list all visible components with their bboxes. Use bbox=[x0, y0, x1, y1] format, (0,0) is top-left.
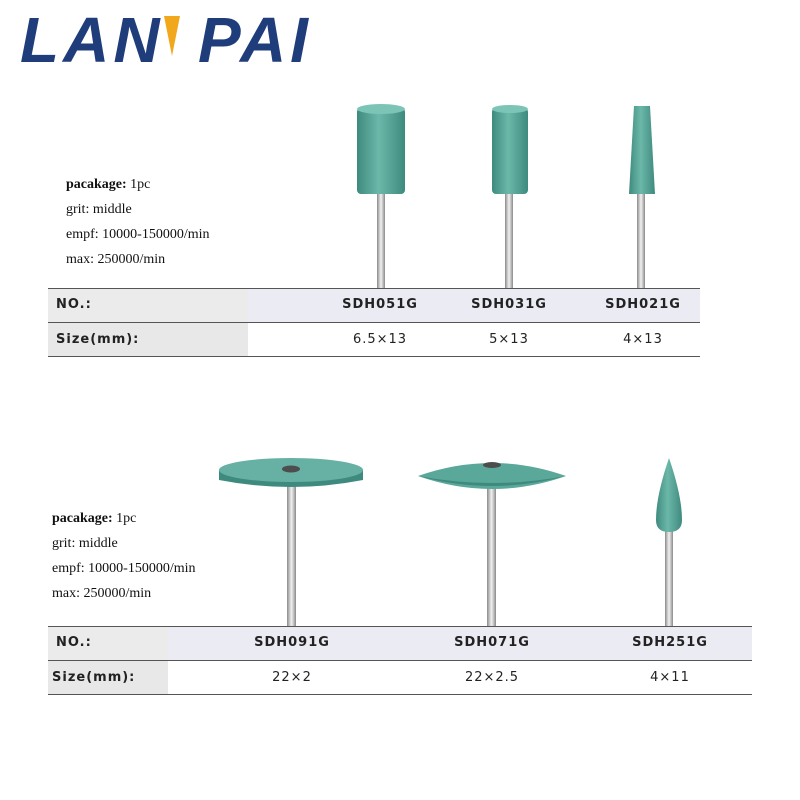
product-size: 5×13 bbox=[489, 332, 529, 347]
package-value: 1pc bbox=[116, 511, 137, 526]
section2-specs bbox=[52, 506, 196, 606]
tool-sdh251g-image bbox=[652, 456, 688, 628]
size-label: Size(mm): bbox=[56, 332, 140, 347]
svg-text:PAI: PAI bbox=[198, 8, 312, 68]
product-size: 4×13 bbox=[623, 332, 663, 347]
no-label: NO.: bbox=[56, 297, 92, 312]
empf-text: empf: 10000-150000/min bbox=[52, 561, 196, 576]
product-code: SDH031G bbox=[471, 297, 547, 312]
product-code: SDH051G bbox=[342, 297, 418, 312]
package-value: 1pc bbox=[130, 177, 151, 192]
tool-sdh051g-image bbox=[350, 100, 410, 290]
product-size: 6.5×13 bbox=[352, 332, 408, 347]
tool-sdh031g-image bbox=[488, 102, 532, 290]
grit-text: grit: middle bbox=[66, 202, 132, 217]
max-text: max: 250000/min bbox=[66, 252, 166, 267]
package-label: pacakage: bbox=[52, 511, 113, 526]
product-code: SDH021G bbox=[605, 297, 681, 312]
svg-text:LAN: LAN bbox=[20, 8, 164, 68]
tool-sdh091g-image bbox=[216, 452, 366, 628]
no-label: NO.: bbox=[56, 635, 92, 650]
grit-text: grit: middle bbox=[52, 536, 118, 551]
product-code: SDH071G bbox=[454, 635, 530, 650]
product-size: 22×2.5 bbox=[464, 670, 520, 685]
section2-table bbox=[48, 626, 752, 696]
empf-text: empf: 10000-150000/min bbox=[66, 227, 210, 242]
section1-specs bbox=[66, 172, 210, 272]
tool-sdh071g-image bbox=[416, 454, 568, 628]
product-code: SDH091G bbox=[254, 635, 330, 650]
package-label: pacakage: bbox=[66, 177, 127, 192]
product-size: 22×2 bbox=[272, 670, 312, 685]
size-label: Size(mm): bbox=[52, 670, 136, 685]
section1-table bbox=[48, 288, 700, 358]
product-code: SDH251G bbox=[632, 635, 708, 650]
lanpai-logo bbox=[20, 8, 400, 68]
product-size: 4×11 bbox=[650, 670, 690, 685]
max-text: max: 250000/min bbox=[52, 586, 152, 601]
tool-sdh021g-image bbox=[624, 104, 660, 290]
